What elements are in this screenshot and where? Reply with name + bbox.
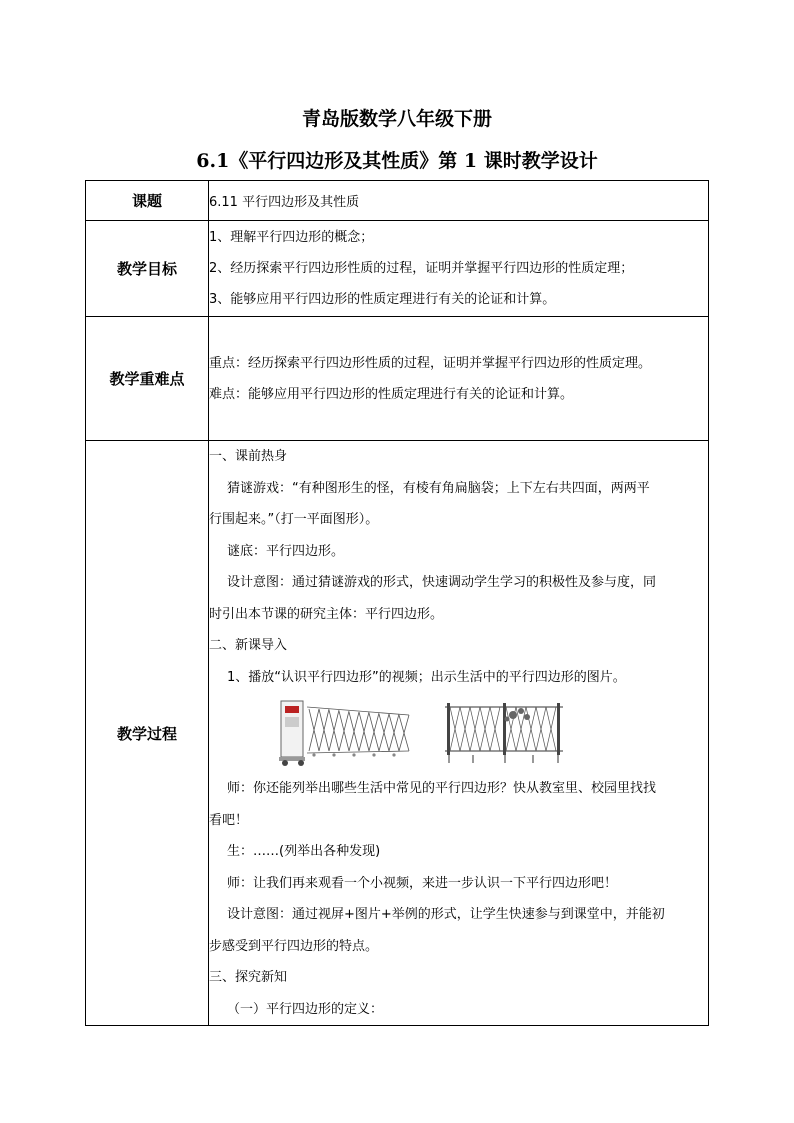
document-subtitle: 6.1《平行四边形及其性质》第 1 课时教学设计 bbox=[196, 150, 598, 172]
paragraph: 师：你还能列举出哪些生活中常见的平行四边形？快从教室里、校园里找找 bbox=[227, 781, 657, 796]
paragraph: 1、播放“认识平行四边形”的视频；出示生活中的平行四边形的图片。 bbox=[227, 669, 626, 685]
label-keypoints: 教学重难点 bbox=[86, 317, 209, 441]
section-heading: 二、新课导入 bbox=[209, 638, 288, 653]
goal-item: 3、能够应用平行四边形的性质定理进行有关的论证和计算。 bbox=[209, 292, 556, 307]
paragraph: 设计意图：通过视屏+图片+举例的形式，让学生快速参与到课堂中，并能初 bbox=[227, 907, 665, 922]
label-process: 教学过程 bbox=[86, 441, 209, 1026]
goal-item: 2、经历探索平行四边形性质的过程，证明并掌握平行四边形的性质定理； bbox=[209, 261, 634, 276]
illustration-row bbox=[209, 693, 708, 773]
paragraph: 步感受到平行四边形的特点。 bbox=[209, 938, 379, 954]
paragraph: 猜谜游戏：“有种图形生的怪，有棱有角扁脑袋；上下左右共四面，两两平 bbox=[227, 480, 650, 496]
row-goals bbox=[86, 221, 709, 317]
label-topic: 课题 bbox=[86, 181, 209, 221]
paragraph: 师：让我们再来观看一个小视频，来进一步认识一下平行四边形吧！ bbox=[227, 875, 618, 891]
document-title: 青岛版数学八年级下册 bbox=[301, 108, 492, 130]
goal-item: 1、理解平行四边形的概念； bbox=[209, 230, 374, 245]
paragraph: 生：……(列举出各种发现) bbox=[227, 844, 381, 859]
lesson-plan-table bbox=[85, 180, 709, 1026]
value-goals bbox=[209, 221, 709, 317]
value-process bbox=[209, 441, 709, 1026]
subsection-heading: （一）平行四边形的定义： bbox=[227, 1001, 384, 1017]
row-topic bbox=[86, 181, 709, 221]
label-goals: 教学目标 bbox=[86, 221, 209, 317]
paragraph: 谜底：平行四边形。 bbox=[227, 543, 345, 559]
lattice-fence-image bbox=[443, 697, 565, 767]
section-heading: 一、课前热身 bbox=[209, 449, 288, 464]
paragraph: 行围起来。”（打一平面图形）。 bbox=[209, 512, 379, 527]
keypoint-item: 难点：能够应用平行四边形的性质定理进行有关的论证和计算。 bbox=[209, 386, 574, 402]
value-topic: 6.11 平行四边形及其性质 bbox=[209, 181, 709, 221]
row-process bbox=[86, 441, 709, 1026]
row-keypoints bbox=[86, 317, 709, 441]
paragraph: 看吧！ bbox=[209, 812, 249, 828]
value-keypoints bbox=[209, 317, 709, 441]
paragraph: 设计意图：通过猜谜游戏的形式，快速调动学生学习的积极性及参与度，同 bbox=[227, 575, 657, 590]
paragraph: 时引出本节课的研究主体：平行四边形。 bbox=[209, 606, 444, 622]
retractable-gate-image bbox=[277, 697, 411, 767]
section-heading: 三、探究新知 bbox=[209, 970, 288, 985]
keypoint-item: 重点：经历探索平行四边形性质的过程，证明并掌握平行四边形的性质定理。 bbox=[209, 355, 652, 371]
